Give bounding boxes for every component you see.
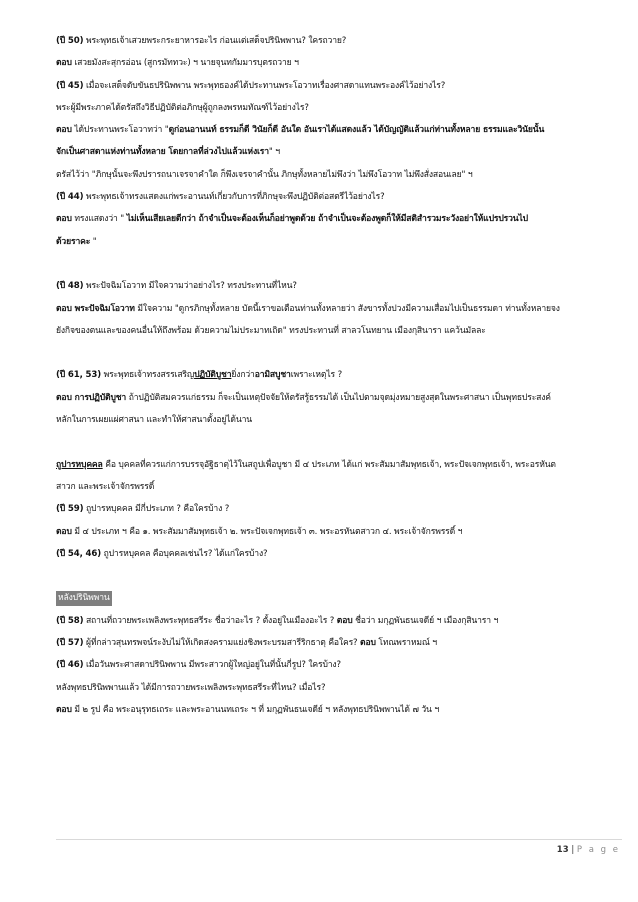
text-run: ยิ่งกว่า <box>231 370 255 381</box>
paragraph-gap <box>56 431 622 453</box>
text-line <box>56 632 622 654</box>
text-line <box>56 231 622 253</box>
bold-text-run: อามิสบูชา <box>254 370 291 381</box>
bold-text-run: (ปี 45) <box>56 80 84 91</box>
text-line <box>56 699 622 721</box>
bold-text-run: ปฏิบัติบูชา <box>194 370 232 381</box>
bold-text-run: (ปี 57) <box>56 638 84 649</box>
text-run: หลักในการเผยแผ่ศาสนา และทำให้ศาสนาตั้งอยู่ได้นาน <box>56 415 252 426</box>
bold-text-run: (ปี 48) <box>56 281 84 292</box>
text-line <box>56 521 622 543</box>
text-run: ทรงแสดงว่า " <box>71 214 127 225</box>
text-run: " <box>90 236 97 247</box>
text-run: ถ้าปฏิบัติสมควรแก่ธรรม ก็จะเป็นเหตุปัจจัยให้ตรัสรู้ธรรมได้ เป็นไปตามจุดมุ่งหมายสูงสุดในพระศาสนา เป็นพุทธประสงค์ <box>126 392 551 403</box>
text-line <box>56 543 622 565</box>
bold-text-run: ตอบ <box>56 58 72 69</box>
text-run: ได้ประทานพระโอวาทว่า " <box>71 125 169 136</box>
bold-text-run: ตอบ การปฏิบัติบูชา <box>56 392 127 403</box>
section-heading-row <box>56 587 622 609</box>
bold-text-run: ตอบ <box>56 704 72 715</box>
paragraph-gap <box>56 342 622 364</box>
text-line <box>56 364 622 386</box>
bold-text-run: ตอบ พระปัจฉิมโอวาท <box>56 303 135 314</box>
text-line <box>56 498 622 520</box>
text-line <box>56 298 622 320</box>
text-line <box>56 141 622 163</box>
bold-text-run: (ปี 61, 53) <box>56 370 101 381</box>
text-run: พระพุทธเจ้าเสวยพระกระยาหารอะไร ก่อนแต่เสด็จปรินิพพาน? ใครถวาย? <box>83 36 347 46</box>
text-line <box>56 208 622 230</box>
text-line <box>56 654 622 676</box>
text-line <box>56 320 622 342</box>
text-run: เพราะเหตุไร ? <box>290 370 342 381</box>
text-line <box>56 409 622 431</box>
text-run: พระปัจฉิมโอวาท มีใจความว่าอย่างไร? ทรงประทานที่ไหน? <box>83 281 297 292</box>
text-line <box>56 454 622 476</box>
bold-text-run: จักเป็นศาสดาแห่งท่านทั้งหลาย โดยกาลที่ล่วงไปแล้วแห่งเรา <box>56 147 269 158</box>
bold-text-run: (ปี 50) <box>56 36 84 46</box>
text-run: พระพุทธเจ้าทรงแสดงแก่พระอานนท์เกี่ยวกับการที่ภิกษุจะพึงปฏิบัติต่อสตรีไว้อย่างไร? <box>83 192 385 203</box>
text-line <box>56 97 622 119</box>
bold-text-run: (ปี 46) <box>56 660 84 671</box>
bold-text-run: ถูปารหบุคคล <box>56 459 103 470</box>
document-body <box>56 30 622 721</box>
page-number-label <box>557 845 620 855</box>
text-run: หลังพุทธปรินิพพานแล้ว ได้มีการถวายพระเพลิงพระพุทธสรีระที่ไหน? เมื่อไร? <box>56 682 326 693</box>
bold-text-run: (ปี 58) <box>56 615 84 626</box>
page-number: 13 <box>556 845 569 855</box>
text-line <box>56 610 622 632</box>
paragraph-gap <box>56 253 622 275</box>
section-heading: หลังปรินิพพาน <box>56 591 112 606</box>
bold-text-run: ด้วยราคะ <box>56 236 91 247</box>
text-run: ยังกิจของตนและของคนอื่นให้ถึงพร้อม ด้วยความไม่ประมาทเถิด" ทรงประทานที่ สาลวโนทยาน เมืองกุสินารา แคว้นมัลละ <box>56 325 486 336</box>
text-run: ถูปารหบุคคล คือบุคคลเช่นไร? ได้แก่ใครบ้าง? <box>100 548 268 559</box>
text-run: พระผู้มีพระภาคได้ตรัสถึงวิธีปฏิบัติต่อภิกษุผู้ถูกลงพรหมทัณฑ์ไว้อย่างไร? <box>56 102 309 113</box>
text-line <box>56 119 622 141</box>
text-run: สถานที่ถวายพระเพลิงพระพุทธสรีระ ชื่อว่าอะไร ? ตั้งอยู่ในเมืองอะไร ? <box>83 615 337 626</box>
bold-text-run: ตอบ <box>336 615 353 626</box>
text-run: พระพุทธเจ้าทรงสรรเสริญ <box>100 370 195 381</box>
text-line <box>56 677 622 699</box>
text-run: มีใจความ "ดูกรภิกษุทั้งหลาย บัดนี้เราขอเตือนท่านทั้งหลายว่า สังขารทั้งปวงมีความเสื่อมไปเป็นธรรมดา ท่านทั้งหลายจง <box>134 303 560 314</box>
text-run: สาวก และพระเจ้าจักรพรรดิ์ <box>56 481 155 492</box>
text-run: เมื่อจะเสด็จดับขันธปรินิพพาน พระพุทธองค์ได้ประทานพระโอวาทเรื่องศาสดาแทนพระองค์ไว้อย่างไร? <box>83 80 446 91</box>
bold-text-run: ตอบ <box>56 125 72 136</box>
text-line <box>56 476 622 498</box>
text-run: โทณพราหมณ์ ฯ <box>375 638 437 649</box>
text-line <box>56 164 622 186</box>
text-line <box>56 275 622 297</box>
text-run: คือ บุคคลที่ควรแก่การบรรจุอัฐิธาตุไว้ในสถูปเพื่อบูชา มี ๔ ประเภท ได้แก่ พระสัมมาสัมพุทธเจ้า, พระปัจเจกพุทธเจ้า, พระอรหันต <box>102 459 556 470</box>
page-word: P a g e <box>576 845 620 855</box>
bold-text-run: (ปี 54, 46) <box>56 548 101 559</box>
text-run: ผู้ที่กล่าวสุนทรพจน์ระงับไม่ให้เกิดสงครามแย่งชิงพระบรมสารีริกธาตุ คือใคร? <box>83 638 361 649</box>
paragraph-gap <box>56 565 622 587</box>
page-footer <box>56 839 622 855</box>
text-run: เมื่อวันพระศาสดาปรินิพพาน มีพระสาวกผู้ใหญ่อยู่ในที่นั้นกี่รูป? ใครบ้าง? <box>83 660 341 671</box>
bold-text-run: ตอบ <box>360 638 376 649</box>
text-run: ตรัสไว้ว่า "ภิกษุนั้นจะพึงปรารถนาเจรจาคำใด ก็พึงเจรจาคำนั้น ภิกษุทั้งหลายไม่พึงว่า ไม่พึงโอวาท ไม่พึงสั่งสอนเลย" ฯ <box>56 169 473 180</box>
bold-text-run: (ปี 44) <box>56 192 84 203</box>
bold-text-run: ไม่เห็นเสียเลยดีกว่า ถ้าจำเป็นจะต้องเห็นก็อย่าพูดด้วย ถ้าจำเป็นจะต้องพูดก็ให้มีสติสำรวมระวังอย่าให้แปรปรวนไป <box>126 214 528 225</box>
text-line <box>56 75 622 97</box>
text-line <box>56 387 622 409</box>
text-run: ชื่อว่า มกุฏพันธนเจดีย์ ฯ เมืองกุสินารา ฯ <box>352 615 499 626</box>
bold-text-run: (ปี 59) <box>56 504 84 515</box>
bold-text-run: ตอบ <box>56 526 72 537</box>
bold-text-run: ตอบ <box>56 214 72 225</box>
text-run: เสวยมังสะสุกรอ่อน (สูกรมัททวะ) ฯ นายจุนทกัมมารบุตรถวาย ฯ <box>71 58 299 69</box>
text-line <box>56 186 622 208</box>
text-line <box>56 30 622 52</box>
text-line <box>56 52 622 74</box>
text-run: ถูปารหบุคคล มีกี่ประเภท ? คือใครบ้าง ? <box>83 504 230 515</box>
text-run: มี ๒ รูป คือ พระอนุรุทธเถระ และพระอานนทเถระ ฯ ที่ มกุฏพันธนเจดีย์ ฯ หลังพุทธปรินิพพานได้ ๗ วัน ฯ <box>71 704 439 715</box>
bold-text-run: ดูก่อนอานนท์ ธรรมก็ดี วินัยก็ดี อันใด อันเราได้แสดงแล้ว ได้บัญญัติแล้วแก่ท่านทั้งหลาย ธรรมและวินัยนั้น <box>168 125 545 136</box>
text-run: " ฯ <box>268 147 280 158</box>
page-separator: | <box>568 845 577 855</box>
text-run: มี ๔ ประเภท ฯ คือ ๑. พระสัมมาสัมพุทธเจ้า ๒. พระปัจเจกพุทธเจ้า ๓. พระอรหันตสาวก ๔. พระเจ้าจักรพรรดิ์ ฯ <box>71 526 463 537</box>
